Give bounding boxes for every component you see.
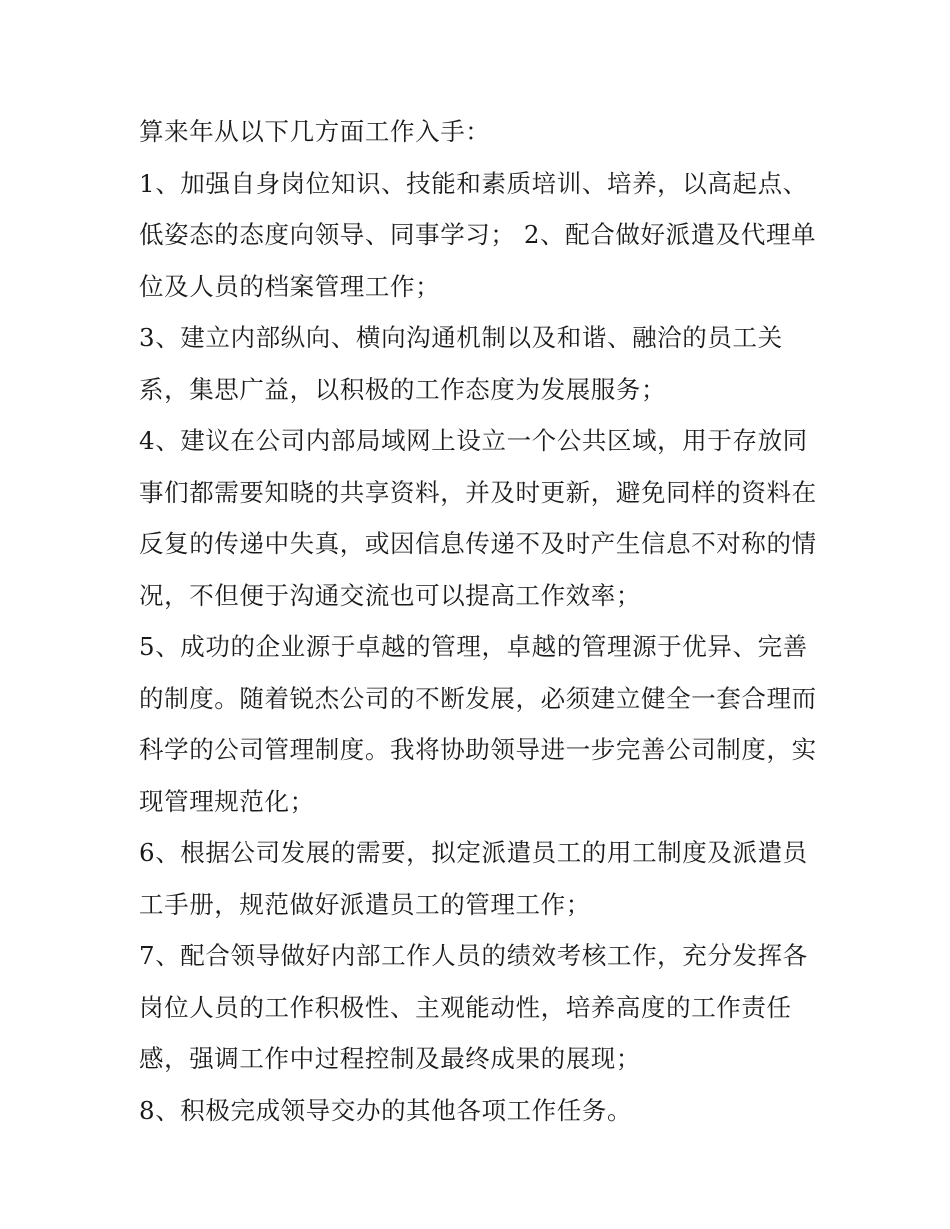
text-line: 3、建立内部纵向、横向沟通机制以及和谐、融洽的员工关 [139, 323, 783, 352]
text-line: 算来年从以下几方面工作入手： [139, 117, 491, 146]
text-line: 6、根据公司发展的需要，拟定派遣员工的用工制度及派遣员 [139, 838, 808, 867]
text-line: 的制度。随着锐杰公司的不断发展，必须建立健全一套合理而 [139, 683, 817, 713]
text-line: 岗位人员的工作积极性、主观能动性，培养高度的工作责任 [139, 992, 792, 1022]
text-line: 1、加强自身岗位知识、技能和素质培训、培养，以高起点、 [139, 168, 808, 198]
text-line: 反复的传递中失真，或因信息传递不及时产生信息不对称的情 [139, 529, 817, 558]
text-line: 位及人员的档案管理工作； [139, 271, 441, 301]
text-line: 现管理规范化； [139, 786, 315, 816]
text-line: 感，强调工作中过程控制及最终成果的展现； [139, 1044, 641, 1073]
text-line: 7、配合领导做好内部工作人员的绩效考核工作，充分发挥各 [139, 941, 808, 970]
text-line: 4、建议在公司内部局域网上设立一个公共区域，用于存放同 [139, 426, 808, 455]
text-line: 8、积极完成领导交办的其他各项工作任务。 [139, 1095, 633, 1125]
text-line: 工手册，规范做好派遣员工的管理工作； [139, 889, 591, 919]
text-line: 低姿态的态度向领导、同事学习； 2、配合做好派遣及代理单 [139, 220, 817, 249]
text-line: 事们都需要知晓的共享资料，并及时更新，避免同样的资料在 [139, 477, 817, 507]
text-line: 科学的公司管理制度。我将协助领导进一步完善公司制度，实 [139, 735, 817, 764]
text-line: 系，集思广益，以积极的工作态度为发展服务； [139, 374, 667, 404]
text-line: 5、成功的企业源于卓越的管理，卓越的管理源于优异、完善 [139, 632, 808, 661]
document-body [139, 106, 819, 1136]
text-line: 况，不但便于沟通交流也可以提高工作效率； [139, 580, 641, 610]
